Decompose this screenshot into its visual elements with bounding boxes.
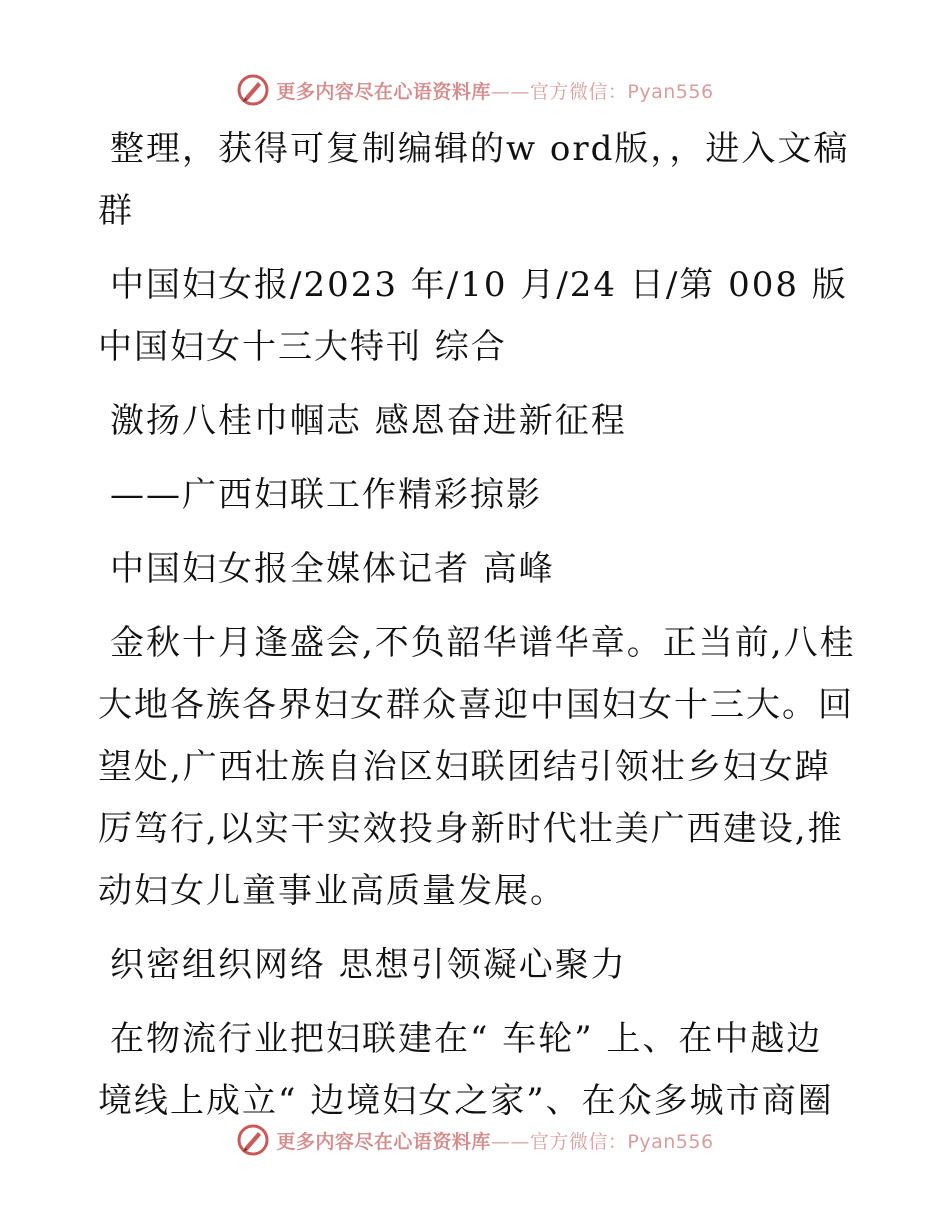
document-body (98, 118, 858, 1144)
article-byline: 中国妇女报全媒体记者 高峰 (110, 549, 555, 589)
paragraph-body: 在物流行业把妇联建在“ 车轮” 上、在中越边境线上成立“ 边境妇女之家”、在众多城市商圈 (98, 1019, 834, 1121)
article-subtitle: ——广西妇联工作精彩掠影 (110, 475, 542, 515)
paragraph-lead: 金秋十月逢盛会,不负韶华谱华章。正当前,八桂大地各族各界妇女群众喜迎中国妇女十三大。回望处,广西壮族自治区妇联团结引领壮乡妇女踔厉笃行,以实干实效投身新时代壮美广西建设,推动妇女儿童事业高质量发展。 (98, 623, 856, 911)
article-title: 激扬八桂巾帼志 感恩奋进新征程 (110, 401, 627, 441)
watermark-text (276, 77, 713, 104)
section-heading: 织密组织网络 思想引领凝心聚力 (110, 945, 627, 985)
paragraph-source: 中国妇女报/2023 年/10 月/24 日/第 008 版中国妇女十三大特刊 综合 (98, 265, 848, 367)
watermark-footer (0, 1120, 950, 1160)
watermark-separator: —— (490, 1130, 530, 1153)
watermark-side: 官方微信：Pyan556 (529, 1130, 714, 1153)
paragraph-intro: 整理，获得可复制编辑的w ord版，，进入文稿群 (98, 129, 850, 231)
watermark-separator: —— (490, 80, 530, 103)
pen-logo-icon (236, 1123, 270, 1157)
watermark-main: 更多内容尽在心语资料库 (276, 1130, 491, 1153)
watermark-side: 官方微信：Pyan556 (529, 80, 714, 103)
watermark-text (276, 1127, 713, 1154)
pen-logo-icon (236, 73, 270, 107)
watermark-header (0, 70, 950, 110)
watermark-main: 更多内容尽在心语资料库 (276, 80, 491, 103)
